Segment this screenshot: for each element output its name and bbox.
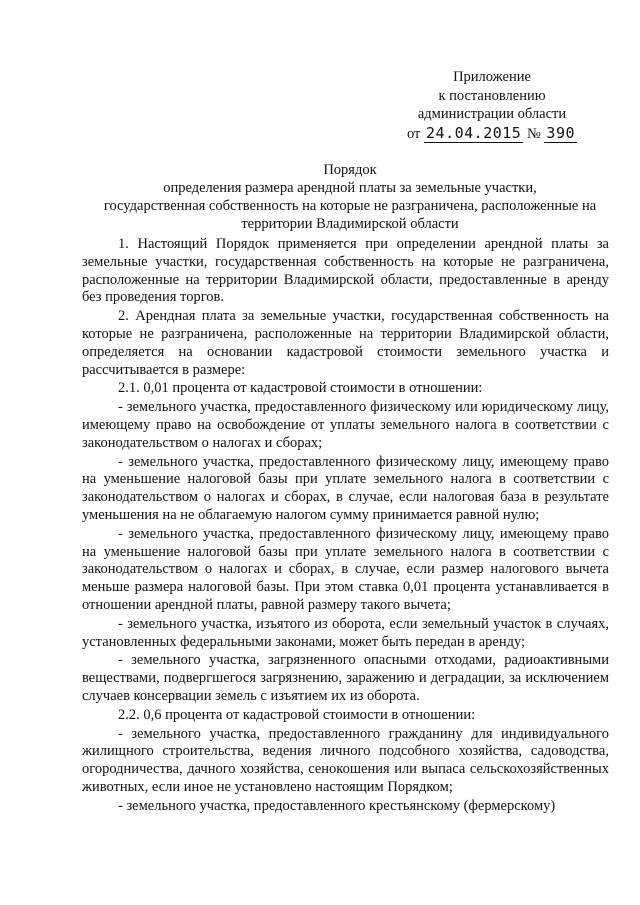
appendix-line-3: администрации области xyxy=(417,106,567,122)
title-line-3: территории Владимирской области xyxy=(241,216,459,232)
document-body xyxy=(82,236,609,816)
list-item: - земельного участка, загрязненного опасными отходами, радиоактивными веществами, подвергшегося загрязнению, заражению и деградации, за исключением случаев консервации земель с изъятием их из оборота. xyxy=(82,652,609,704)
paragraph-1: 1. Настоящий Порядок применяется при определении арендной платы за земельные участки, государственная собственность на которые не разграничена, расположенные на территории Владимирской области, предоставленные в аренду без проведения торгов. xyxy=(82,236,609,306)
paragraph-2-1: 2.1. 0,01 процента от кадастровой стоимости в отношении: xyxy=(118,380,483,397)
title-heading: Порядок xyxy=(323,162,377,178)
list-item: - земельного участка, предоставленного физическому лицу, имеющему право на уменьшение налоговой базы при уплате земельного налога в соответствии с законодательством о налогах и сборах, в случае, если размер налогового вычета меньше размера налоговой базы. При этом ставка 0,01 процента устанавливается в отношении арендной платы, равной размеру такого вычета; xyxy=(82,525,609,613)
appendix-line-1: Приложение xyxy=(453,69,531,85)
appendix-block xyxy=(392,68,592,143)
number-sign: № xyxy=(526,125,541,142)
list-item: - земельного участка, изъятого из оборота, если земельный участок в случаях, установленных федеральными законами, может быть передан в аренду; xyxy=(82,615,609,650)
title-line-1: определения размера арендной платы за земельные участки, xyxy=(163,180,537,196)
appendix-date-line xyxy=(392,124,592,144)
appendix-line-2: к постановлению xyxy=(438,87,546,104)
list-item: - земельного участка, предоставленного физическому лицу, имеющему право на уменьшение налоговой базы при уплате земельного налога в соответствии с законодательством о налогах и сборах, в случае, если налоговая база в результате уменьшения на не облагаемую налогом сумму принимается равной нулю; xyxy=(82,453,609,523)
list-item: - земельного участка, предоставленного физическому или юридическому лицу, имеющему право на освобождение от уплаты земельного налога в соответствии с законодательством о налогах и сборах; xyxy=(82,399,609,451)
paragraph-2-2: 2.2. 0,6 процента от кадастровой стоимости в отношении: xyxy=(118,706,476,723)
handwritten-number: 390 xyxy=(546,123,576,142)
list-item: - земельного участка, предоставленного крестьянскому (фермерскому) xyxy=(118,797,556,814)
list-item: - земельного участка, предоставленного гражданину для индивидуального жилищного строительства, ведения личного подсобного хозяйства, садоводства, огородничества, дачного хозяйства, сенокошения или выпаса сельскохозяйственных животных, если иное не установлено настоящим Порядком; xyxy=(82,725,609,795)
document-title xyxy=(60,161,640,233)
handwritten-date: 24.04.2015 xyxy=(426,123,522,142)
paragraph-2: 2. Арендная плата за земельные участки, государственная собственность на которые не разграничена, расположенные на территории Владимирской области, определяется на основании кадастровой стоимости земельного участка и рассчитывается в размере: xyxy=(82,308,609,378)
title-line-2: государственная собственность на которые не разграничена, расположенные на xyxy=(103,198,597,214)
appendix-prefix: от xyxy=(406,125,421,142)
